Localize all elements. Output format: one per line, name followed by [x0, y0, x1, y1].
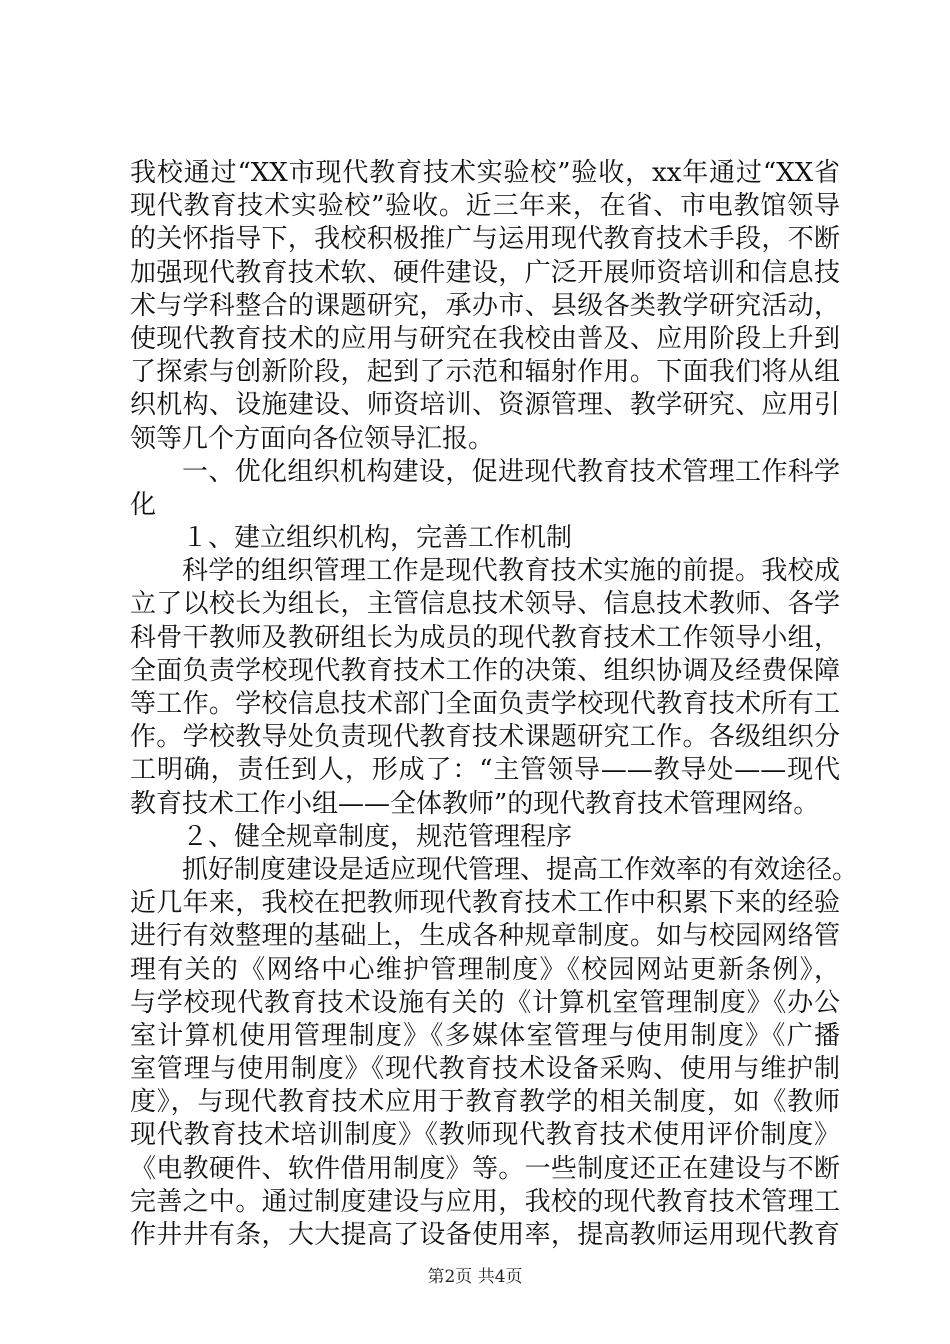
text-line: 使现代教育技术的应用与研究在我校由普及、应用阶段上升到 [130, 323, 840, 354]
text-line: 近几年来，我校在把教师现代教育技术工作中积累下来的经验 [130, 888, 840, 919]
text-line: 工明确，责任到人，形成了：“主管领导——教导处——现代 [130, 755, 840, 786]
text-line: 领等几个方面向各位领导汇报。 [130, 423, 495, 454]
text-line: 加强现代教育技术软、硬件建设，广泛开展师资培训和信息技 [130, 257, 840, 288]
text-line: 现代教育技术实验校”验收。近三年来，在省、市电教馆领导 [130, 191, 840, 222]
text-line: 立了以校长为组长，主管信息技术领导、信息技术教师、各学 [130, 589, 840, 620]
text-line: 抓好制度建设是适应现代管理、提高工作效率的有效途径。 [182, 854, 859, 885]
text-line: 化 [130, 489, 157, 520]
page-footer: 第2页 共4页 [427, 1267, 523, 1287]
text-line: 度》，与现代教育技术应用于教育教学的相关制度，如《教师 [130, 1087, 840, 1118]
text-line: 理有关的《网络中心维护管理制度》《校园网站更新条例》， [130, 954, 840, 985]
text-line: 进行有效整理的基础上，生成各种规章制度。如与校园网络管 [130, 921, 840, 952]
text-line: 室计算机使用管理制度》《多媒体室管理与使用制度》《广播 [130, 1020, 840, 1051]
text-line: 科学的组织管理工作是现代教育技术实施的前提。我校成 [182, 556, 840, 587]
text-line: 室管理与使用制度》《现代教育技术设备采购、使用与维护制 [130, 1054, 840, 1085]
text-line: 与学校现代教育技术设施有关的《计算机室管理制度》《办公 [130, 987, 840, 1018]
text-line: 我校通过“XX市现代教育技术实验校”验收，xx年通过“XX省 [130, 158, 840, 188]
text-line: 织机构、设施建设、师资培训、资源管理、教学研究、应用引 [130, 390, 840, 421]
text-line: 等工作。学校信息技术部门全面负责学校现代教育技术所有工 [130, 689, 840, 719]
text-line: 一、优化组织机构建设，促进现代教育技术管理工作科学 [182, 456, 840, 487]
text-line: 的关怀指导下，我校积极推广与运用现代教育技术手段，不断 [130, 224, 840, 255]
text-line: １、建立组织机构，完善工作机制 [182, 523, 573, 554]
text-line: 了探索与创新阶段，起到了示范和辐射作用。下面我们将从组 [130, 357, 840, 388]
text-line: 完善之中。通过制度建设与应用，我校的现代教育技术管理工 [130, 1186, 840, 1217]
text-line: 全面负责学校现代教育技术工作的决策、组织协调及经费保障 [130, 655, 840, 686]
text-line: 术与学科整合的课题研究，承办市、县级各类教学研究活动， [130, 290, 840, 321]
text-line: ２、健全规章制度，规范管理程序 [182, 821, 573, 852]
text-line: 现代教育技术培训制度》《教师现代教育技术使用评价制度》 [130, 1120, 840, 1151]
text-line: 作井井有条，大大提高了设备使用率，提高教师运用现代教育 [130, 1220, 840, 1250]
text-line: 作。学校教导处负责现代教育技术课题研究工作。各级组织分 [130, 722, 840, 753]
document-body [130, 157, 859, 1252]
text-line: 《电教硬件、软件借用制度》等。一些制度还正在建设与不断 [130, 1153, 840, 1184]
text-line: 教育技术工作小组——全体教师”的现代教育技术管理网络。 [130, 788, 820, 819]
text-line: 科骨干教师及教研组长为成员的现代教育技术工作领导小组， [130, 622, 840, 653]
